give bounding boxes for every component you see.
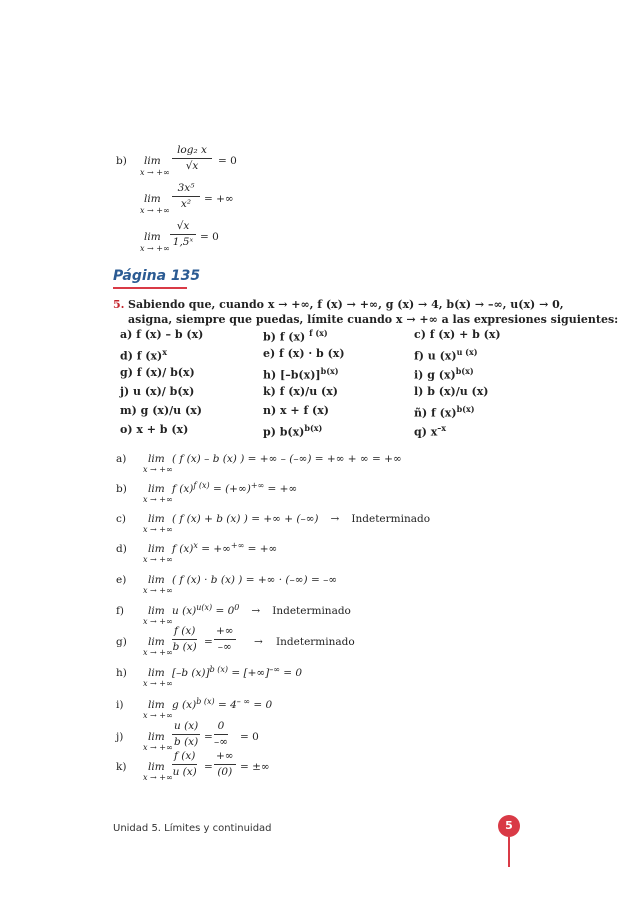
lim-word: lim xyxy=(148,543,165,555)
solution-label: i) xyxy=(116,699,124,711)
lim-word: lim xyxy=(148,574,165,586)
solution-expression: f $(x)^x = +\infty^{+\infty}$ = +∞ xyxy=(172,541,278,555)
solution-label: h) xyxy=(116,667,127,679)
result: = ±∞ xyxy=(240,761,270,773)
solution-expression: ( f (x) · b (x) ) = +∞ · (–∞) = –∞ xyxy=(172,574,338,586)
solution-fraction-value xyxy=(214,750,236,779)
lim-word: lim xyxy=(148,731,165,743)
lim-word: lim xyxy=(148,483,165,495)
lim-subscript: x → +∞ xyxy=(143,648,173,657)
option-item: q) $x^{-x}$ xyxy=(414,423,447,439)
fraction-denominator: –∞ xyxy=(214,736,228,748)
result: = 0 xyxy=(218,155,237,167)
result-note: Indeterminado xyxy=(272,605,351,617)
lim-word: lim xyxy=(144,231,161,243)
lim-subscript: x → +∞ xyxy=(143,465,173,474)
solution-expression: g $(x)^{b (x)} = 4^{- \infty} = 0$ xyxy=(172,697,273,711)
solution-label: j) xyxy=(116,731,124,743)
fraction-numerator: 0 xyxy=(214,720,228,735)
solution-fraction xyxy=(172,750,197,779)
solution-label: e) xyxy=(116,574,127,586)
lim-word: lim xyxy=(144,193,161,205)
fraction-denominator: (0) xyxy=(217,766,233,778)
option-item: g) f (x)/ b(x) xyxy=(120,366,195,379)
solution-expression: ( f (x) – b (x) ) = +∞ – (–∞) = +∞ + ∞ = +∞ xyxy=(172,453,402,465)
fraction-denominator: u (x) xyxy=(172,766,197,778)
solution-fraction xyxy=(172,625,197,654)
fraction-numerator: f (x) xyxy=(172,750,197,765)
exponent: f (x) xyxy=(193,481,210,490)
page-number-badge: 5 xyxy=(498,815,520,837)
equals-sign: = xyxy=(204,731,213,743)
fraction-power xyxy=(172,182,200,211)
exponent: +∞ xyxy=(230,541,245,550)
option-item: c) f (x) + b (x) xyxy=(414,328,501,341)
fraction-log xyxy=(172,144,212,173)
exponent: +∞ xyxy=(250,481,265,490)
arrow-icon: → xyxy=(254,636,263,648)
lim-word: lim xyxy=(148,636,165,648)
lim-word: lim xyxy=(144,155,161,167)
solution-expression: u $(x)^{u(x)} = 0^0$ → Indeterminado xyxy=(172,603,351,617)
problem-number: 5. xyxy=(113,298,125,311)
arrow-icon: → xyxy=(251,605,261,617)
exponent: –∞ xyxy=(269,665,280,674)
lim-subscript: x → +∞ xyxy=(143,773,173,782)
option-item: k) f (x)/u (x) xyxy=(263,385,338,398)
solution-label: g) xyxy=(116,636,127,648)
exponent: x xyxy=(193,541,198,550)
lim-subscript: x → +∞ xyxy=(143,711,173,720)
solution-label: b) xyxy=(116,483,127,495)
equals-sign: = xyxy=(204,761,213,773)
option-exponent: b(x) xyxy=(304,423,323,433)
page-number-line xyxy=(508,837,510,867)
solution-label: a) xyxy=(116,453,127,465)
option-item: e) f (x) · b (x) xyxy=(263,347,345,360)
lim-subscript: x → +∞ xyxy=(143,586,173,595)
option-item: p) $b(x)^{b(x)}$ xyxy=(263,423,323,439)
fraction-denominator: –∞ xyxy=(217,641,232,653)
result: = 0 xyxy=(240,731,259,743)
fraction-numerator: log₂ x xyxy=(172,144,212,159)
solution-expression: [–b (x)]$^{b (x)}$ = [+∞]–∞ = 0 xyxy=(172,665,303,679)
lim-subscript: x → +∞ xyxy=(140,244,170,253)
lim-subscript: x → +∞ xyxy=(140,168,170,177)
fraction-numerator: +∞ xyxy=(214,625,236,640)
exponent: u(x) xyxy=(196,603,213,612)
section-heading: Página 135 xyxy=(113,268,201,284)
solution-label: d) xyxy=(116,543,127,555)
result-note: Indeterminado xyxy=(351,513,431,525)
lim-word: lim xyxy=(148,453,165,465)
result-note: Indeterminado xyxy=(276,636,355,648)
item-label-b: b) xyxy=(116,155,127,167)
solution-fraction-value xyxy=(214,625,236,654)
option-exponent: b(x) xyxy=(455,366,474,376)
option-item: n) x + f (x) xyxy=(263,404,329,417)
fraction-numerator: f (x) xyxy=(172,625,197,640)
lim-word: lim xyxy=(148,699,165,711)
option-exponent: x xyxy=(162,347,168,357)
exponent: b (x) xyxy=(196,697,215,706)
exponent: – ∞ xyxy=(236,697,250,706)
option-item: a) f (x) – b (x) xyxy=(120,328,204,341)
option-exponent: b(x) xyxy=(456,404,475,414)
fraction-denominator: √x xyxy=(185,160,199,172)
option-exponent: –x xyxy=(437,423,447,433)
lim-subscript: x → +∞ xyxy=(143,743,173,752)
option-item: ñ) f $(x)^{b(x)}$ xyxy=(414,404,475,420)
problem-line-1: Sabiendo que, cuando x → +∞, f (x) → +∞, g (x) → 4, b(x) → –∞, u(x) → 0, xyxy=(128,298,564,311)
option-item: i) g $(x)^{b(x)}$ xyxy=(414,366,474,382)
problem-line-2: asigna, siempre que puedas, límite cuando x → +∞ a las expresiones siguientes: xyxy=(128,313,619,326)
fraction-numerator: u (x) xyxy=(172,720,200,735)
solution-expression: f $(x)^{f (x)} = (+\infty)^{+\infty}$ = +∞ xyxy=(172,481,298,495)
option-item: o) x + b (x) xyxy=(120,423,189,436)
result: = 0 xyxy=(200,231,219,243)
result: = +∞ xyxy=(204,193,234,205)
option-exponent: f (x) xyxy=(309,328,328,338)
lim-word: lim xyxy=(148,667,165,679)
option-item: d) f $(x)^x$ xyxy=(120,347,168,363)
solution-label: f) xyxy=(116,605,124,617)
fraction-denominator: b (x) xyxy=(174,736,199,748)
lim-word: lim xyxy=(148,513,165,525)
fraction-denominator: 1,5ˣ xyxy=(172,236,194,248)
fraction-numerator: √x xyxy=(170,220,196,235)
option-item: b) f (x) $^{f (x)}$ xyxy=(263,328,328,344)
option-exponent: u (x) xyxy=(456,347,478,357)
heading-underline xyxy=(113,287,187,289)
option-item: f) u $(x)^{u (x)}$ xyxy=(414,347,478,363)
lim-subscript: x → +∞ xyxy=(143,555,173,564)
solution-label: k) xyxy=(116,761,127,773)
lim-subscript: x → +∞ xyxy=(143,679,173,688)
fraction-numerator: +∞ xyxy=(214,750,236,765)
lim-subscript: x → +∞ xyxy=(143,525,173,534)
option-item: l) b (x)/u (x) xyxy=(414,385,489,398)
option-item: h) $[-b(x)]^{b(x)}$ xyxy=(263,366,339,382)
fraction-exp xyxy=(170,220,196,249)
lim-word: lim xyxy=(148,761,165,773)
solution-fraction xyxy=(172,720,200,749)
option-item: j) u (x)/ b(x) xyxy=(120,385,195,398)
solution-label: c) xyxy=(116,513,126,525)
option-exponent: b(x) xyxy=(320,366,339,376)
exponent: b (x) xyxy=(209,665,229,674)
lim-subscript: x → +∞ xyxy=(143,495,173,504)
lim-word: lim xyxy=(148,605,165,617)
option-item: m) g (x)/u (x) xyxy=(120,404,202,417)
arrow-icon: → xyxy=(330,513,340,525)
fraction-numerator: 3x⁵ xyxy=(172,182,200,197)
equals-sign: = xyxy=(204,636,213,648)
lim-subscript: x → +∞ xyxy=(140,206,170,215)
fraction-denominator: x² xyxy=(180,198,192,210)
exponent: 0 xyxy=(234,603,240,612)
footer-text: Unidad 5. Límites y continuidad xyxy=(113,823,272,834)
solution-fraction-value xyxy=(214,720,228,749)
solution-expression: ( f (x) + b (x) ) = +∞ + (–∞) → Indeterminado xyxy=(172,513,431,525)
fraction-denominator: b (x) xyxy=(172,641,197,653)
lim-subscript: x → +∞ xyxy=(143,617,173,626)
